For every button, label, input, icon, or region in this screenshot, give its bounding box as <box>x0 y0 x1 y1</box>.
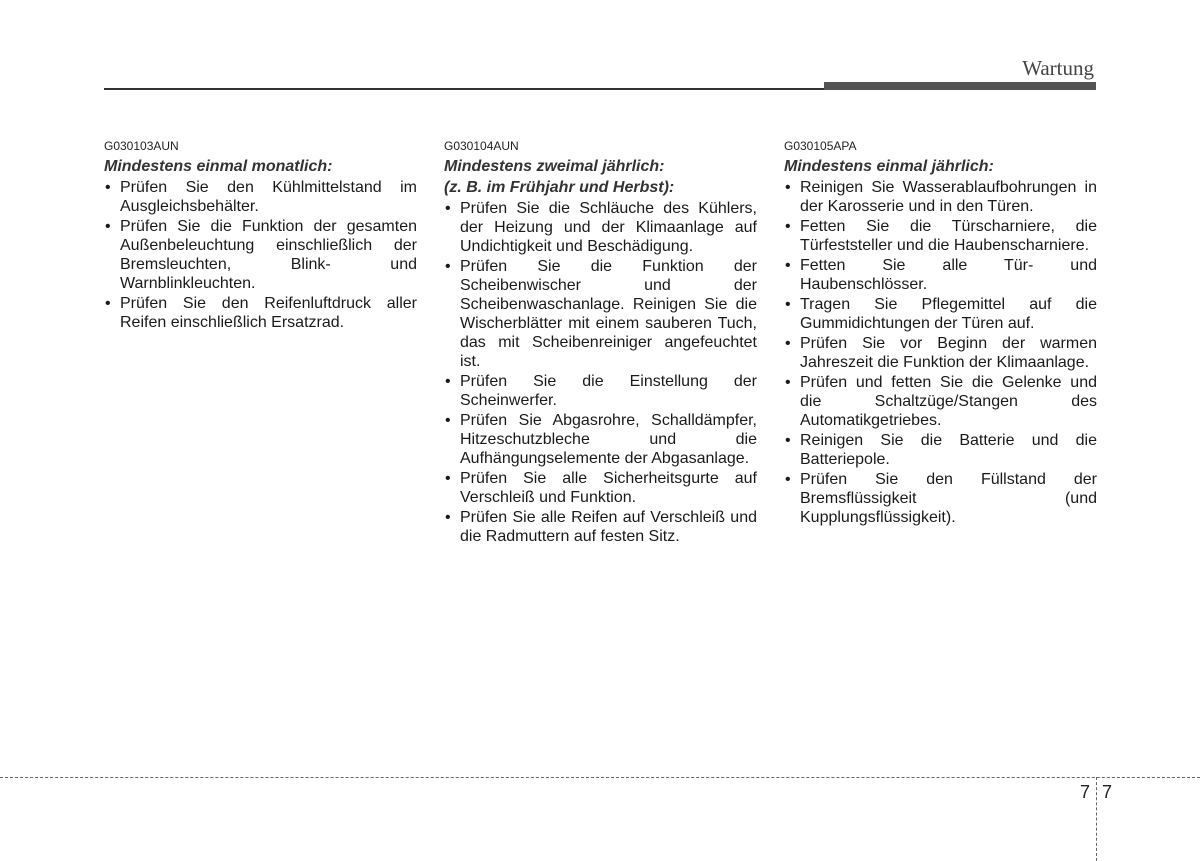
list-item: • Reinigen Sie Wasserablaufbohrungen in der Karosserie und in den Türen. <box>784 178 1097 216</box>
list-item: • Prüfen Sie die Funktion der Scheibenwischer und der Scheibenwaschanlage. Reinigen Sie die Wischerblätter mit einem sauberen Tuch, das mit Scheibenreiniger angefeuchtet ist. <box>444 257 757 371</box>
list-item: • Prüfen Sie den Füllstand der Bremsflüssigkeit (und Kupplungsflüssigkeit). <box>784 470 1097 527</box>
page-number: 7 <box>1102 782 1113 802</box>
section-code: G030105APA <box>784 139 857 153</box>
list-item: • Prüfen Sie alle Reifen auf Verschleiß und die Radmuttern auf festen Sitz. <box>444 508 757 546</box>
checklist <box>444 199 757 546</box>
column-heading: Mindestens einmal jährlich: <box>784 158 994 175</box>
column-heading: Mindestens zweimal jährlich: <box>444 158 665 175</box>
chapter-number: 7 <box>1080 782 1091 802</box>
list-item: • Prüfen Sie die Einstellung der Scheinwerfer. <box>444 372 757 410</box>
list-item: • Prüfen Sie den Kühlmittelstand im Ausgleichsbehälter. <box>104 178 417 216</box>
list-item: • Prüfen Sie den Reifenluftdruck aller Reifen einschließlich Ersatzrad. <box>104 294 417 332</box>
column-yearly <box>784 139 1097 527</box>
list-item: • Fetten Sie die Türscharniere, die Türfeststeller und die Haubenscharniere. <box>784 217 1097 255</box>
section-title: Wartung <box>1022 56 1094 80</box>
list-item: • Prüfen Sie vor Beginn der warmen Jahreszeit die Funktion der Klimaanlage. <box>784 334 1097 372</box>
list-item: • Prüfen und fetten Sie die Gelenke und die Schaltzüge/Stangen des Automatikgetriebes. <box>784 373 1097 430</box>
list-item: • Fetten Sie alle Tür- und Haubenschlösser. <box>784 256 1097 294</box>
column-heading: Mindestens einmal monatlich: <box>104 158 333 175</box>
column-twice-yearly <box>444 139 757 546</box>
column-subheading: (z. B. im Frühjahr und Herbst): <box>444 179 675 196</box>
section-code: G030103AUN <box>104 139 179 153</box>
list-item: • Tragen Sie Pflegemittel auf die Gummidichtungen der Türen auf. <box>784 295 1097 333</box>
checklist <box>784 178 1097 527</box>
header-rule <box>104 88 824 90</box>
list-item: • Prüfen Sie die Funktion der gesamten Außenbeleuchtung einschließlich der Bremsleuchten, Blink- und Warnblinkleuchten. <box>104 217 417 293</box>
header-rule-accent <box>824 82 1096 90</box>
list-item: • Prüfen Sie alle Sicherheitsgurte auf Verschleiß und Funktion. <box>444 469 757 507</box>
list-item: • Prüfen Sie Abgasrohre, Schalldämpfer, Hitzeschutzbleche und die Aufhängungselemente der Abgasanlage. <box>444 411 757 468</box>
section-code: G030104AUN <box>444 139 519 153</box>
list-item: • Reinigen Sie die Batterie und die Batteriepole. <box>784 431 1097 469</box>
checklist <box>104 178 417 332</box>
footer-page-separator <box>1096 777 1097 861</box>
column-monthly <box>104 139 417 332</box>
list-item: • Prüfen Sie die Schläuche des Kühlers, der Heizung und der Klimaanlage auf Undichtigkeit und Beschädigung. <box>444 199 757 256</box>
footer-divider <box>0 777 1200 778</box>
